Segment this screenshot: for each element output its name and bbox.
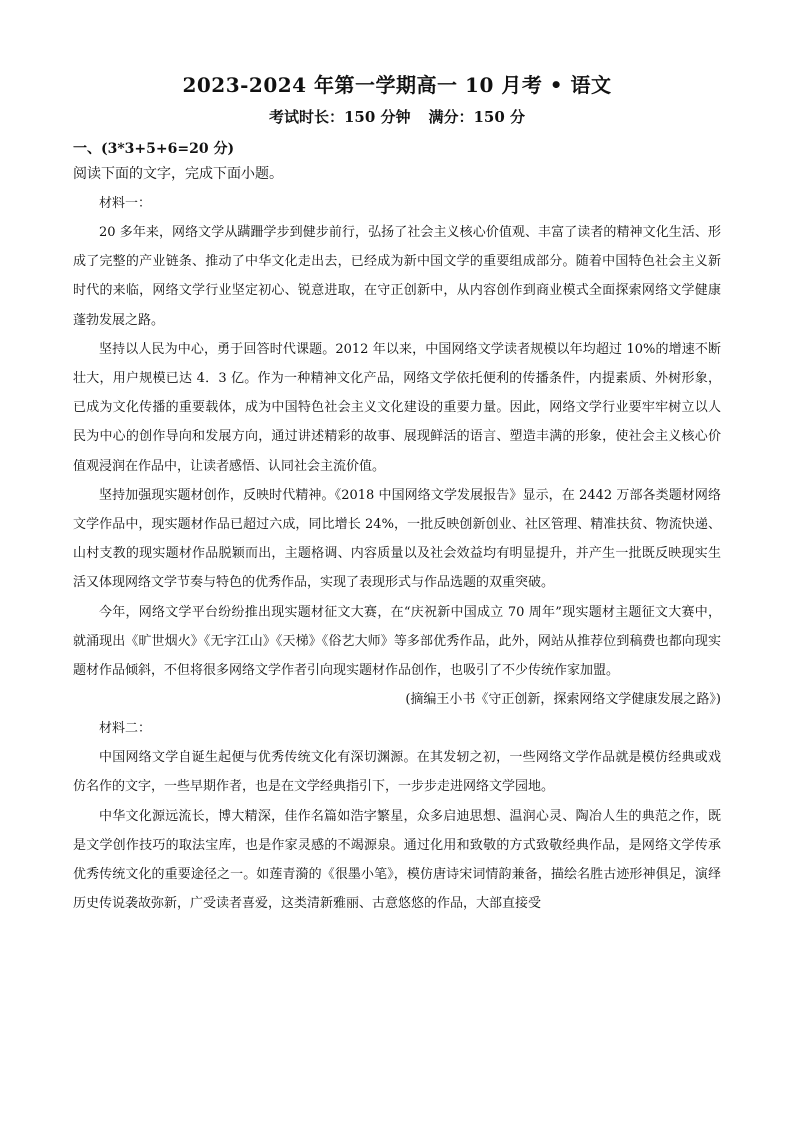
section-heading: 一、(3*3+5+6=20 分): [73, 141, 235, 157]
material-two-paragraph: 中华文化源远流长，博大精深，佳作名篇如浩字繁星，众多启迪思想、温润心灵、陶冶人生的典范之作，既是文学创作技巧的取法宝库，也是作家灵感的不竭源泉。通过化用和致敬的方式致敬经典作品，是网络文学传承优秀传统文化的重要途径之一。如莲青漪的《很墨小笔》，模仿唐诗宋词情韵兼备，描绘名胜古迹形神俱足，演绎历史传说袭故弥新，广受读者喜爱，这类清新雅丽、古意悠悠的作品，大部直接受: [73, 808, 721, 912]
page-title: 2023-2024 年第一学期高一 10 月考 • 语文: [182, 73, 612, 97]
document-page: [73, 0, 721, 918]
material-two-label: 材料二：: [99, 721, 152, 737]
material-one-label: 材料一：: [99, 196, 152, 211]
exam-info: [73, 106, 721, 128]
material-one-paragraph: 今年，网络文学平台纷纷推出现实题材征文大赛，在“庆祝新中国成立 70 周年”现实题材主题征文大赛中，就涌现出《旷世烟火》《无字江山》《天梯》《俗艺大师》等多部优秀作品，此外，网站从推荐位到稿费也都向现实题材作品倾斜，不但将很多网络文学作者引向现实题材作品创作，也吸引了不少传统作家加盟。: [73, 604, 721, 679]
material-one-paragraph: 坚持加强现实题材创作，反映时代精神。《2018 中国网络文学发展报告》显示，在 2442 万部各类题材网络文学作品中，现实题材作品已超过六成，同比增长 24%，一批反映创新创业、社区管理、精准扶贫、物流快递、山村支教的现实题材作品脱颖而出，主题格调、内容质量以及社会效益均有明显提升，并产生一批既反映现实生活又体现网络文学节奏与特色的优秀作品，实现了表现形式与作品选题的双重突破。: [73, 487, 721, 591]
material-one-paragraph: 坚持以人民为中心，勇于回答时代课题。2012 年以来，中国网络文学读者规模以年均超过 10%的增速不断壮大，用户规模已达 4．3 亿。作为一种精神文化产品，网络文学依托便利的传播条件，内提素质、外树形象，已成为文化传播的重要载体，成为中国特色社会主义文化建设的重要力量。因此，网络文学行业要牢牢树立以人民为中心的创作导向和发展方向，通过讲述精彩的故事、展现鲜活的语言、塑造丰满的形象，使社会主义核心价值观浸润在作品中，让读者感悟、认同社会主流价值。: [73, 341, 721, 474]
material-one-source: (摘编王小书《守正创新，探索网络文学健康发展之路》): [405, 692, 721, 708]
material-one-paragraph: 20 多年来，网络文学从蹒跚学步到健步前行，弘扬了社会主义核心价值观、丰富了读者的精神文化生活、形成了完整的产业链条、推动了中华文化走出去，已经成为新中国文学的重要组成部分。随着中国特色社会主义新时代的来临，网络文学行业坚定初心、锐意进取，在守正创新中，从内容创作到商业模式全面探索网络文学健康蓬勃发展之路。: [73, 225, 721, 328]
exam-full-score: 满分：150 分: [428, 108, 526, 126]
exam-duration: 考试时长：150 分钟: [268, 108, 411, 126]
material-two-paragraph: 中国网络文学自诞生起便与优秀传统文化有深切渊源。在其发轫之初，一些网络文学作品就是模仿经典或戏仿名作的文字，一些早期作者，也是在文学经典指引下，一步步走进网络文学园地。: [73, 750, 721, 795]
section-instruction: 阅读下面的文字，完成下面小题。: [73, 166, 283, 182]
